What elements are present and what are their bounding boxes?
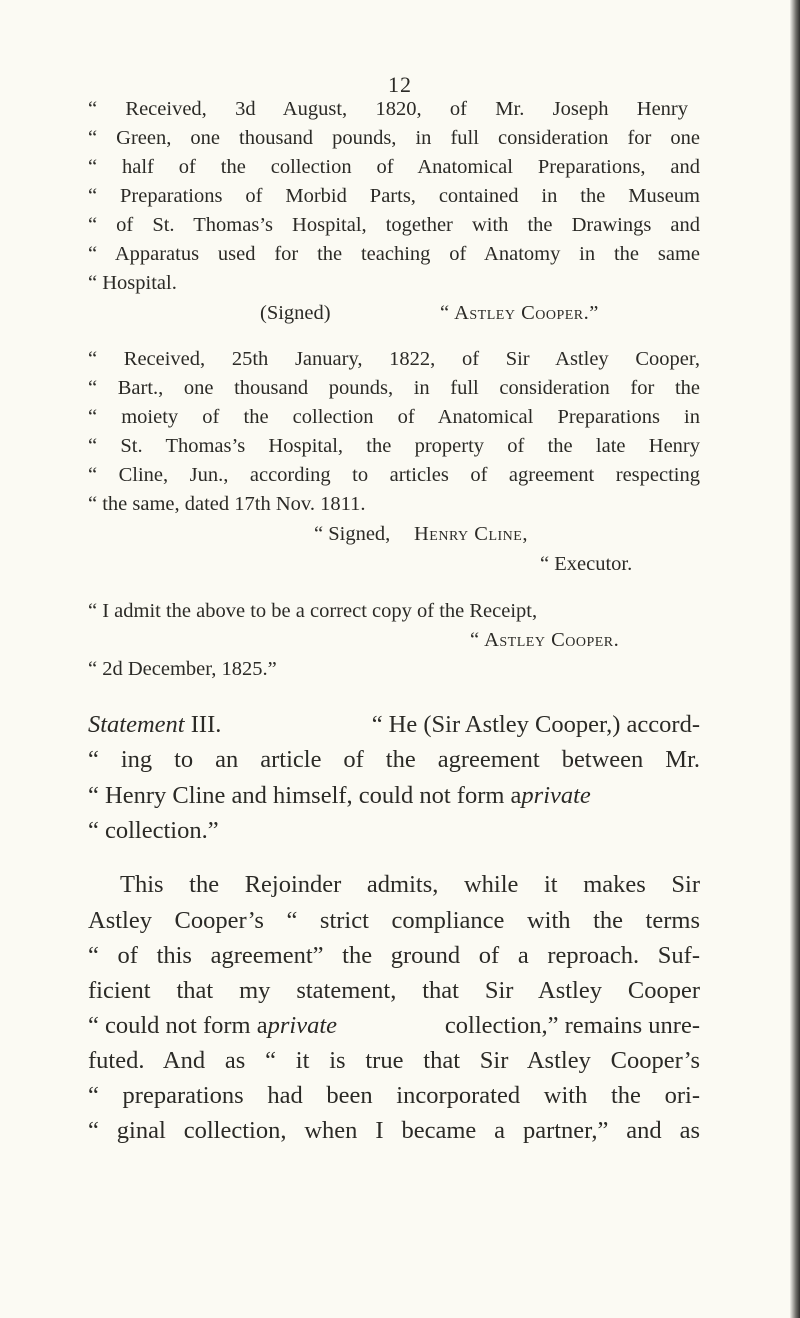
receipt2-line: “ Cline, Jun., according to articles of agreement respecting (88, 464, 700, 486)
rejoinder-text: “ could not form a (88, 1012, 268, 1039)
receipt2-line: “ Received, 25th January, 1822, of Sir Astley Cooper, (88, 348, 700, 370)
statement-label: Statement (88, 711, 185, 738)
statement-italic: private (521, 782, 591, 809)
receipt2-line: “ Bart., one thousand pounds, in full consideration for the (88, 377, 700, 399)
statement-line: “ collection.” (88, 817, 219, 844)
statement-line: “ ing to an article of the agreement between Mr. (88, 746, 700, 773)
receipt2-executor: “ Executor. (540, 553, 633, 575)
admission-signature: “ Astley Cooper. (470, 629, 620, 651)
rejoinder-line: futed. And as “ it is true that Sir Astley Cooper’s (88, 1047, 700, 1074)
receipt1-line: “ Apparatus used for the teaching of Anatomy in the same (88, 243, 700, 265)
receipt1-line: “ half of the collection of Anatomical Preparations, and (88, 156, 700, 178)
receipt2-line: “ St. Thomas’s Hospital, the property of the late Henry (88, 435, 700, 457)
receipt1-line: “ Green, one thousand pounds, in full consideration for one (88, 127, 700, 149)
rejoinder-italic: private (267, 1012, 338, 1039)
page-edge-shadow (790, 0, 800, 1318)
statement-line (88, 782, 591, 810)
receipt1-line: “ of St. Thomas’s Hospital, together with the Drawings and (88, 214, 700, 236)
receipt2-signature: Henry Cline, (414, 523, 528, 545)
statement-line (88, 711, 700, 739)
rejoinder-line: “ ginal collection, when I became a partner,” and as (88, 1117, 700, 1144)
receipt2-line: “ the same, dated 17th Nov. 1811. (88, 493, 366, 515)
receipt1-signature: “ Astley Cooper.” (440, 302, 599, 324)
receipt1-line: “ Preparations of Morbid Parts, contained in the Museum (88, 185, 700, 207)
rejoinder-line: “ preparations had been incorporated with the ori- (88, 1082, 700, 1109)
statement-number: III. (190, 711, 222, 738)
admission-date: “ 2d December, 1825.” (88, 658, 277, 680)
rejoinder-line: “ of this agreement” the ground of a reproach. Suf- (88, 942, 700, 969)
rejoinder-line: This the Rejoinder admits, while it makes Sir (120, 871, 700, 898)
rejoinder-line (88, 1012, 700, 1040)
page-number: 12 (388, 72, 412, 97)
receipt2-line: “ moiety of the collection of Anatomical Preparations in (88, 406, 700, 428)
rejoinder-line: Astley Cooper’s “ strict compliance with the terms (88, 907, 700, 934)
statement-text: “ He (Sir Astley Cooper,) accord- (371, 711, 700, 738)
receipt2-signed-label: “ Signed, (314, 523, 391, 545)
receipt1-signed-label: (Signed) (260, 302, 331, 324)
receipt1-line: “ Hospital. (88, 272, 177, 294)
receipt1-line: “ Received, 3d August, 1820, of Mr. Joseph Henry (88, 98, 688, 120)
rejoinder-line: ficient that my statement, that Sir Astley Cooper (88, 977, 700, 1004)
statement-text: “ Henry Cline and himself, could not form a (88, 782, 522, 809)
admission-line: “ I admit the above to be a correct copy of the Receipt, (88, 600, 538, 622)
rejoinder-text: collection,” remains unre- (444, 1012, 700, 1039)
